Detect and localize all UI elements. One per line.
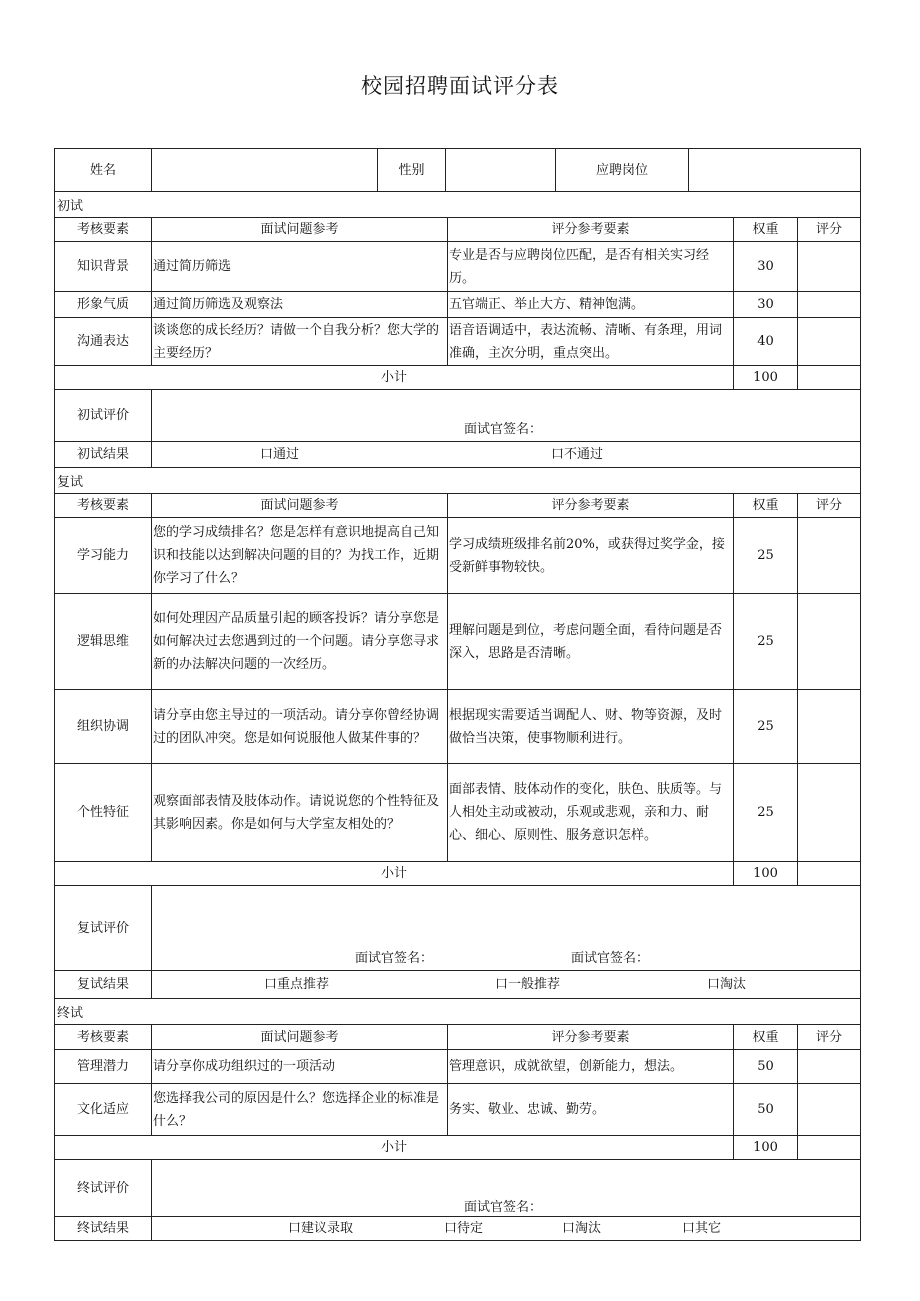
r2-row-score-field[interactable] (798, 690, 860, 764)
r1-row-factor: 形象气质 (55, 292, 152, 318)
r1-row-question: 通过简历筛选 (152, 242, 448, 292)
r1-header-question: 面试问题参考 (152, 218, 448, 242)
r1-row-criteria: 五官端正、举止大方、精神饱满。 (448, 292, 734, 318)
r1-row-weight: 30 (734, 242, 798, 292)
r3-subtotal-value: 100 (734, 1136, 798, 1160)
r2-eval-field[interactable] (152, 886, 860, 971)
r2-row-question: 观察面部表情及肢体动作。请说说您的个性特征及其影响因素。你是如何与大学室友相处的？ (152, 764, 448, 862)
round2-label: 复试 (55, 468, 860, 494)
r1-result-options (152, 442, 860, 468)
name-label: 姓名 (55, 149, 152, 192)
gender-field[interactable] (446, 149, 556, 192)
r2-row-question: 如何处理因产品质量引起的顾客投诉？请分享您是如何解决过去您遇到过的一个问题。请分享您寻求新的办法解决问题的一次经历。 (152, 594, 448, 690)
r2-row-factor: 学习能力 (55, 518, 152, 594)
name-field[interactable] (152, 149, 378, 192)
r2-row-question: 您的学习成绩排名？您是怎样有意识地提高自己知识和技能以达到解决问题的目的？为找工作，近期你学习了什么？ (152, 518, 448, 594)
position-field[interactable] (689, 149, 860, 192)
interview-score-form (54, 148, 861, 1241)
r1-row-criteria: 专业是否与应聘岗位匹配，是否有相关实习经历。 (448, 242, 734, 292)
r3-subtotal-score-field[interactable] (798, 1136, 860, 1160)
r3-header-criteria: 评分参考要素 (448, 1025, 734, 1050)
r2-header-score: 评分 (798, 494, 860, 518)
r2-subtotal-label: 小计 (55, 862, 734, 886)
r2-row-weight: 25 (734, 764, 798, 862)
r2-row-weight: 25 (734, 594, 798, 690)
r2-row-factor: 组织协调 (55, 690, 152, 764)
r2-header-weight: 权重 (734, 494, 798, 518)
r2-signature-label-2: 面试官签名： (571, 951, 650, 966)
r3-result-options (152, 1217, 860, 1240)
r3-row-weight: 50 (734, 1050, 798, 1084)
r1-row-score-field[interactable] (798, 292, 860, 318)
r2-header-question: 面试问题参考 (152, 494, 448, 518)
r1-option-fail-checkbox[interactable]: 口不通过 (551, 447, 604, 462)
r3-header-question: 面试问题参考 (152, 1025, 448, 1050)
r3-row-factor: 文化适应 (55, 1084, 152, 1136)
r1-row-question: 通过简历筛选及观察法 (152, 292, 448, 318)
r2-subtotal-value: 100 (734, 862, 798, 886)
r1-row-factor: 沟通表达 (55, 318, 152, 366)
r1-option-pass-checkbox[interactable]: 口通过 (260, 447, 300, 462)
r1-row-weight: 30 (734, 292, 798, 318)
r2-option-general-recommend-checkbox[interactable]: 口一般推荐 (495, 977, 561, 992)
r3-row-score-field[interactable] (798, 1084, 860, 1136)
r1-header-criteria: 评分参考要素 (448, 218, 734, 242)
r1-row-question: 谈谈您的成长经历？请做一个自我分析？您大学的主要经历？ (152, 318, 448, 366)
gender-label: 性别 (378, 149, 446, 192)
r2-row-score-field[interactable] (798, 594, 860, 690)
r2-subtotal-score-field[interactable] (798, 862, 860, 886)
r3-subtotal-label: 小计 (55, 1136, 734, 1160)
r2-signature-label-1: 面试官签名： (355, 951, 434, 966)
r2-row-question: 请分享由您主导过的一项活动。请分享你曾经协调过的团队冲突。您是如何说服他人做某件事的？ (152, 690, 448, 764)
r2-row-criteria: 面部表情、肢体动作的变化，肤色、肤质等。与人相处主动或被动，乐观或悲观，亲和力、耐心、细心、原则性、服务意识怎样。 (448, 764, 734, 862)
r2-row-criteria: 理解问题是到位，考虑问题全面，看待问题是否深入，思路是否清晰。 (448, 594, 734, 690)
r2-row-weight: 25 (734, 518, 798, 594)
position-label: 应聘岗位 (556, 149, 689, 192)
r3-option-recommend-hire-checkbox[interactable]: 口建议录取 (288, 1221, 354, 1236)
r2-option-key-recommend-checkbox[interactable]: 口重点推荐 (264, 977, 330, 992)
r2-row-criteria: 学习成绩班级排名前20%，或获得过奖学金，接受新鲜事物较快。 (448, 518, 734, 594)
r3-eval-label: 终试评价 (55, 1160, 152, 1217)
r1-subtotal-label: 小计 (55, 366, 734, 390)
r2-row-score-field[interactable] (798, 518, 860, 594)
r3-eval-field[interactable] (152, 1160, 860, 1217)
r3-row-weight: 50 (734, 1084, 798, 1136)
r3-result-label: 终试结果 (55, 1217, 152, 1240)
r1-subtotal-score-field[interactable] (798, 366, 860, 390)
r1-row-weight: 40 (734, 318, 798, 366)
r1-header-factor: 考核要素 (55, 218, 152, 242)
r1-row-score-field[interactable] (798, 242, 860, 292)
round1-label: 初试 (55, 192, 860, 218)
r3-row-criteria: 务实、敬业、忠诚、勤劳。 (448, 1084, 734, 1136)
r3-header-factor: 考核要素 (55, 1025, 152, 1050)
r3-row-score-field[interactable] (798, 1050, 860, 1084)
r1-row-criteria: 语音语调适中，表达流畅、清晰、有条理，用词准确，主次分明，重点突出。 (448, 318, 734, 366)
r3-header-weight: 权重 (734, 1025, 798, 1050)
r2-eval-label: 复试评价 (55, 886, 152, 971)
r3-header-score: 评分 (798, 1025, 860, 1050)
r3-option-pending-checkbox[interactable]: 口待定 (444, 1221, 484, 1236)
r1-result-label: 初试结果 (55, 442, 152, 468)
r3-row-criteria: 管理意识，成就欲望，创新能力，想法。 (448, 1050, 734, 1084)
r2-option-eliminate-checkbox[interactable]: 口淘汰 (707, 977, 747, 992)
r2-header-factor: 考核要素 (55, 494, 152, 518)
r3-option-eliminate-checkbox[interactable]: 口淘汰 (562, 1221, 602, 1236)
form-title: 校园招聘面试评分表 (361, 74, 559, 98)
r1-eval-field[interactable] (152, 390, 860, 442)
r1-subtotal-value: 100 (734, 366, 798, 390)
r3-signature-label: 面试官签名： (464, 1200, 543, 1215)
r3-row-question: 请分享你成功组织过的一项活动 (152, 1050, 448, 1084)
r2-row-criteria: 根据现实需要适当调配人、财、物等资源，及时做恰当决策，使事物顺利进行。 (448, 690, 734, 764)
r1-header-weight: 权重 (734, 218, 798, 242)
r2-result-options (152, 971, 860, 999)
r1-row-factor: 知识背景 (55, 242, 152, 292)
r1-eval-label: 初试评价 (55, 390, 152, 442)
r1-header-score: 评分 (798, 218, 860, 242)
round3-label: 终试 (55, 999, 860, 1025)
r1-row-score-field[interactable] (798, 318, 860, 366)
r2-row-factor: 个性特征 (55, 764, 152, 862)
r3-row-question: 您选择我公司的原因是什么？您选择企业的标准是什么？ (152, 1084, 448, 1136)
r2-row-weight: 25 (734, 690, 798, 764)
r2-row-factor: 逻辑思维 (55, 594, 152, 690)
r3-option-other-checkbox[interactable]: 口其它 (682, 1221, 722, 1236)
r2-result-label: 复试结果 (55, 971, 152, 999)
r3-row-factor: 管理潜力 (55, 1050, 152, 1084)
r2-header-criteria: 评分参考要素 (448, 494, 734, 518)
r1-signature-label: 面试官签名： (464, 422, 543, 437)
r2-row-score-field[interactable] (798, 764, 860, 862)
